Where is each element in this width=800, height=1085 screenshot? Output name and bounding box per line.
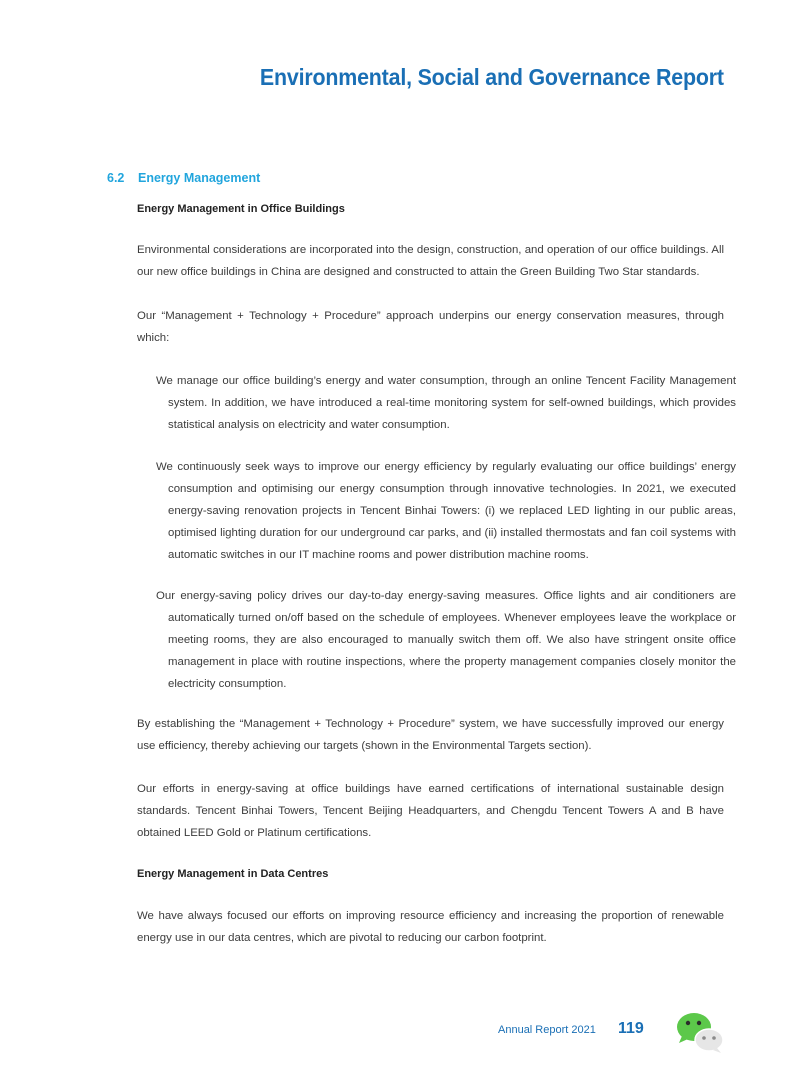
paragraph-certifications: Our efforts in energy-saving at office buildings have earned certifications of international sustainable design standards. Tencent Binhai Towers, Tencent Beijing Headquarters, and Chengdu Tencent Towers A and B have obtained LEED Gold or Platinum certifications. [137,783,724,839]
paragraph-approach: Our “Management + Technology + Procedure” approach underpins our energy conservation measures, through which: [137,310,724,344]
wechat-eye [686,1021,690,1025]
report-title: Environmental, Social and Governance Report [260,64,724,90]
wechat-bubble-small [695,1029,723,1051]
paragraph-data-centres: We have always focused our efforts on improving resource efficiency and increasing the proportion of renewable energy use in our data centres, which are pivotal to reducing our carbon footprint. [137,910,724,944]
wechat-eye [712,1036,716,1040]
footer-label: Annual Report 2021 [498,1024,596,1036]
list-item: Our energy-saving policy drives our day-to-day energy-saving measures. Office lights and air conditioners are automatically turned on/off based on the schedule of employees. Whenever employees leave the workplace or meeting rooms, they are also encouraged to manually switch them off. We also have stringent onsite office management in place with routine inspections, where the property management companies closely monitor the electricity consumption. [156,590,736,690]
section-title: Energy Management [138,171,261,185]
wechat-eye [702,1036,706,1040]
list-item: We continuously seek ways to improve our energy efficiency by regularly evaluating our office buildings’ energy consumption and optimising our energy consumption through innovative technologies. In 2021, we executed energy-saving renovation projects in Tencent Binhai Towers: (i) we replaced LED lighting in our public areas, optimised lighting duration for our underground car parks, and (ii) installed thermostats and fan coil systems with automatic switches in our IT machine rooms and power distribution machine rooms. [156,461,736,561]
paragraph-system-result: By establishing the “Management + Technology + Procedure” system, we have successfully improved our energy use efficiency, thereby achieving our targets (shown in the Environmental Targets section). [137,718,724,752]
subsection-heading-data-centres: Energy Management in Data Centres [137,868,329,880]
paragraph-office-design: Environmental considerations are incorporated into the design, construction, and operation of our office buildings. All our new office buildings in China are designed and constructed to attain the Green Building Two Star standards. [137,244,724,278]
page-number: 119 [618,1020,644,1037]
wechat-eye [697,1021,701,1025]
list-item: We manage our office building’s energy and water consumption, through an online Tencent Facility Management system. In addition, we have introduced a real-time monitoring system for self-owned buildings, which provides statistical analysis on electricity and water consumption. [156,375,736,431]
subsection-heading-office: Energy Management in Office Buildings [137,203,345,215]
wechat-icon [674,1010,726,1054]
section-heading [107,171,260,185]
section-number: 6.2 [107,171,125,185]
